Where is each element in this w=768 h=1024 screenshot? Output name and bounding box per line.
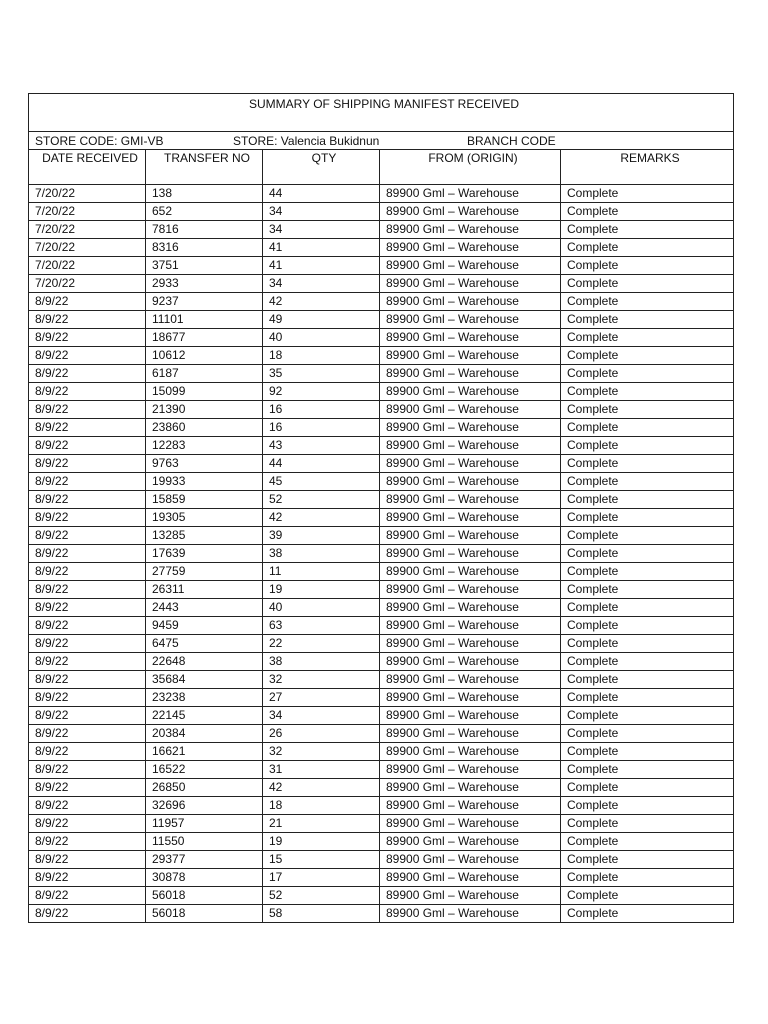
remarks-cell: Complete: [561, 383, 734, 401]
store-info-row: [29, 132, 734, 150]
transfer-no-cell: 2443: [146, 599, 263, 617]
table-row: [29, 563, 734, 581]
transfer-no-cell: 21390: [146, 401, 263, 419]
qty-cell: 92: [263, 383, 380, 401]
date-received-cell: 7/20/22: [29, 239, 146, 257]
qty-cell: 42: [263, 293, 380, 311]
transfer-no-cell: 8316: [146, 239, 263, 257]
date-received-cell: 8/9/22: [29, 599, 146, 617]
transfer-no-cell: 10612: [146, 347, 263, 365]
store-info-cell: [29, 132, 734, 150]
date-received-cell: 8/9/22: [29, 347, 146, 365]
date-received-cell: 8/9/22: [29, 905, 146, 923]
qty-cell: 32: [263, 743, 380, 761]
remarks-cell: Complete: [561, 185, 734, 203]
title-row: [29, 94, 734, 132]
table-row: [29, 401, 734, 419]
date-received-cell: 8/9/22: [29, 473, 146, 491]
transfer-no-cell: 20384: [146, 725, 263, 743]
date-received-cell: 8/9/22: [29, 581, 146, 599]
date-received-cell: 8/9/22: [29, 311, 146, 329]
column-header-from: FROM (ORIGIN): [380, 150, 561, 185]
qty-cell: 41: [263, 257, 380, 275]
table-row: [29, 527, 734, 545]
transfer-no-cell: 7816: [146, 221, 263, 239]
transfer-no-cell: 32696: [146, 797, 263, 815]
transfer-no-cell: 12283: [146, 437, 263, 455]
qty-cell: 26: [263, 725, 380, 743]
date-received-cell: 8/9/22: [29, 365, 146, 383]
origin-cell: 89900 Gml – Warehouse: [380, 653, 561, 671]
manifest-sheet: [28, 93, 733, 923]
date-received-cell: 8/9/22: [29, 779, 146, 797]
qty-cell: 16: [263, 419, 380, 437]
remarks-cell: Complete: [561, 455, 734, 473]
qty-cell: 34: [263, 221, 380, 239]
transfer-no-cell: 23860: [146, 419, 263, 437]
transfer-no-cell: 18677: [146, 329, 263, 347]
remarks-cell: Complete: [561, 833, 734, 851]
transfer-no-cell: 9763: [146, 455, 263, 473]
date-received-cell: 8/9/22: [29, 491, 146, 509]
origin-cell: 89900 Gml – Warehouse: [380, 185, 561, 203]
transfer-no-cell: 15099: [146, 383, 263, 401]
qty-cell: 34: [263, 275, 380, 293]
origin-cell: 89900 Gml – Warehouse: [380, 689, 561, 707]
date-received-cell: 8/9/22: [29, 563, 146, 581]
remarks-cell: Complete: [561, 491, 734, 509]
origin-cell: 89900 Gml – Warehouse: [380, 671, 561, 689]
remarks-cell: Complete: [561, 761, 734, 779]
remarks-cell: Complete: [561, 743, 734, 761]
transfer-no-cell: 138: [146, 185, 263, 203]
transfer-no-cell: 11550: [146, 833, 263, 851]
date-received-cell: 8/9/22: [29, 833, 146, 851]
origin-cell: 89900 Gml – Warehouse: [380, 311, 561, 329]
transfer-no-cell: 26311: [146, 581, 263, 599]
column-header-date: DATE RECEIVED: [29, 150, 146, 185]
remarks-cell: Complete: [561, 905, 734, 923]
table-row: [29, 689, 734, 707]
transfer-no-cell: 35684: [146, 671, 263, 689]
date-received-cell: 8/9/22: [29, 509, 146, 527]
origin-cell: 89900 Gml – Warehouse: [380, 239, 561, 257]
table-row: [29, 707, 734, 725]
remarks-cell: Complete: [561, 563, 734, 581]
transfer-no-cell: 2933: [146, 275, 263, 293]
qty-cell: 19: [263, 581, 380, 599]
branch-code: BRANCH CODE: [467, 133, 556, 148]
date-received-cell: 8/9/22: [29, 329, 146, 347]
origin-cell: 89900 Gml – Warehouse: [380, 581, 561, 599]
transfer-no-cell: 11101: [146, 311, 263, 329]
table-row: [29, 221, 734, 239]
origin-cell: 89900 Gml – Warehouse: [380, 833, 561, 851]
date-received-cell: 8/9/22: [29, 437, 146, 455]
origin-cell: 89900 Gml – Warehouse: [380, 851, 561, 869]
table-row: [29, 671, 734, 689]
remarks-cell: Complete: [561, 275, 734, 293]
origin-cell: 89900 Gml – Warehouse: [380, 869, 561, 887]
table-row: [29, 887, 734, 905]
date-received-cell: 8/9/22: [29, 653, 146, 671]
qty-cell: 38: [263, 653, 380, 671]
origin-cell: 89900 Gml – Warehouse: [380, 203, 561, 221]
origin-cell: 89900 Gml – Warehouse: [380, 347, 561, 365]
table-row: [29, 581, 734, 599]
table-row: [29, 851, 734, 869]
table-row: [29, 437, 734, 455]
origin-cell: 89900 Gml – Warehouse: [380, 437, 561, 455]
remarks-cell: Complete: [561, 725, 734, 743]
remarks-cell: Complete: [561, 779, 734, 797]
manifest-table: [28, 93, 734, 923]
remarks-cell: Complete: [561, 797, 734, 815]
date-received-cell: 8/9/22: [29, 671, 146, 689]
date-received-cell: 8/9/22: [29, 887, 146, 905]
transfer-no-cell: 15859: [146, 491, 263, 509]
remarks-cell: Complete: [561, 887, 734, 905]
remarks-cell: Complete: [561, 581, 734, 599]
table-row: [29, 509, 734, 527]
table-row: [29, 257, 734, 275]
remarks-cell: Complete: [561, 437, 734, 455]
transfer-no-cell: 16621: [146, 743, 263, 761]
remarks-cell: Complete: [561, 815, 734, 833]
origin-cell: 89900 Gml – Warehouse: [380, 887, 561, 905]
qty-cell: 44: [263, 455, 380, 473]
qty-cell: 16: [263, 401, 380, 419]
table-row: [29, 311, 734, 329]
qty-cell: 52: [263, 491, 380, 509]
table-row: [29, 599, 734, 617]
table-row: [29, 203, 734, 221]
remarks-cell: Complete: [561, 545, 734, 563]
remarks-cell: Complete: [561, 203, 734, 221]
table-row: [29, 419, 734, 437]
qty-cell: 42: [263, 779, 380, 797]
table-row: [29, 365, 734, 383]
remarks-cell: Complete: [561, 689, 734, 707]
date-received-cell: 7/20/22: [29, 275, 146, 293]
table-row: [29, 383, 734, 401]
qty-cell: 41: [263, 239, 380, 257]
qty-cell: 63: [263, 617, 380, 635]
qty-cell: 34: [263, 203, 380, 221]
date-received-cell: 8/9/22: [29, 761, 146, 779]
transfer-no-cell: 13285: [146, 527, 263, 545]
table-row: [29, 617, 734, 635]
remarks-cell: Complete: [561, 311, 734, 329]
date-received-cell: 8/9/22: [29, 743, 146, 761]
remarks-cell: Complete: [561, 617, 734, 635]
qty-cell: 40: [263, 329, 380, 347]
date-received-cell: 8/9/22: [29, 527, 146, 545]
origin-cell: 89900 Gml – Warehouse: [380, 509, 561, 527]
table-row: [29, 725, 734, 743]
remarks-cell: Complete: [561, 509, 734, 527]
origin-cell: 89900 Gml – Warehouse: [380, 617, 561, 635]
qty-cell: 44: [263, 185, 380, 203]
qty-cell: 40: [263, 599, 380, 617]
table-row: [29, 329, 734, 347]
table-row: [29, 869, 734, 887]
origin-cell: 89900 Gml – Warehouse: [380, 275, 561, 293]
date-received-cell: 8/9/22: [29, 689, 146, 707]
date-received-cell: 8/9/22: [29, 725, 146, 743]
origin-cell: 89900 Gml – Warehouse: [380, 491, 561, 509]
qty-cell: 52: [263, 887, 380, 905]
qty-cell: 49: [263, 311, 380, 329]
remarks-cell: Complete: [561, 671, 734, 689]
transfer-no-cell: 6187: [146, 365, 263, 383]
transfer-no-cell: 16522: [146, 761, 263, 779]
table-row: [29, 815, 734, 833]
table-row: [29, 293, 734, 311]
origin-cell: 89900 Gml – Warehouse: [380, 599, 561, 617]
table-row: [29, 833, 734, 851]
transfer-no-cell: 17639: [146, 545, 263, 563]
qty-cell: 35: [263, 365, 380, 383]
table-row: [29, 779, 734, 797]
date-received-cell: 8/9/22: [29, 797, 146, 815]
qty-cell: 27: [263, 689, 380, 707]
remarks-cell: Complete: [561, 851, 734, 869]
transfer-no-cell: 9459: [146, 617, 263, 635]
origin-cell: 89900 Gml – Warehouse: [380, 473, 561, 491]
date-received-cell: 8/9/22: [29, 419, 146, 437]
date-received-cell: 7/20/22: [29, 185, 146, 203]
date-received-cell: 8/9/22: [29, 401, 146, 419]
date-received-cell: 8/9/22: [29, 383, 146, 401]
date-received-cell: 8/9/22: [29, 869, 146, 887]
date-received-cell: 8/9/22: [29, 707, 146, 725]
origin-cell: 89900 Gml – Warehouse: [380, 221, 561, 239]
remarks-cell: Complete: [561, 365, 734, 383]
qty-cell: 31: [263, 761, 380, 779]
transfer-no-cell: 19933: [146, 473, 263, 491]
origin-cell: 89900 Gml – Warehouse: [380, 743, 561, 761]
date-received-cell: 8/9/22: [29, 851, 146, 869]
date-received-cell: 8/9/22: [29, 635, 146, 653]
qty-cell: 42: [263, 509, 380, 527]
origin-cell: 89900 Gml – Warehouse: [380, 383, 561, 401]
transfer-no-cell: 11957: [146, 815, 263, 833]
qty-cell: 11: [263, 563, 380, 581]
remarks-cell: Complete: [561, 293, 734, 311]
table-row: [29, 545, 734, 563]
remarks-cell: Complete: [561, 707, 734, 725]
transfer-no-cell: 56018: [146, 905, 263, 923]
qty-cell: 17: [263, 869, 380, 887]
origin-cell: 89900 Gml – Warehouse: [380, 293, 561, 311]
transfer-no-cell: 23238: [146, 689, 263, 707]
date-received-cell: 8/9/22: [29, 617, 146, 635]
remarks-cell: Complete: [561, 329, 734, 347]
qty-cell: 43: [263, 437, 380, 455]
table-row: [29, 797, 734, 815]
qty-cell: 38: [263, 545, 380, 563]
origin-cell: 89900 Gml – Warehouse: [380, 401, 561, 419]
remarks-cell: Complete: [561, 869, 734, 887]
qty-cell: 19: [263, 833, 380, 851]
remarks-cell: Complete: [561, 653, 734, 671]
qty-cell: 15: [263, 851, 380, 869]
qty-cell: 18: [263, 797, 380, 815]
origin-cell: 89900 Gml – Warehouse: [380, 329, 561, 347]
table-row: [29, 635, 734, 653]
table-row: [29, 761, 734, 779]
table-row: [29, 239, 734, 257]
remarks-cell: Complete: [561, 401, 734, 419]
table-row: [29, 473, 734, 491]
remarks-cell: Complete: [561, 473, 734, 491]
remarks-cell: Complete: [561, 419, 734, 437]
column-header-qty: QTY: [263, 150, 380, 185]
date-received-cell: 8/9/22: [29, 815, 146, 833]
origin-cell: 89900 Gml – Warehouse: [380, 635, 561, 653]
origin-cell: 89900 Gml – Warehouse: [380, 527, 561, 545]
remarks-cell: Complete: [561, 239, 734, 257]
remarks-cell: Complete: [561, 527, 734, 545]
date-received-cell: 8/9/22: [29, 293, 146, 311]
origin-cell: 89900 Gml – Warehouse: [380, 815, 561, 833]
table-row: [29, 743, 734, 761]
transfer-no-cell: 9237: [146, 293, 263, 311]
transfer-no-cell: 27759: [146, 563, 263, 581]
origin-cell: 89900 Gml – Warehouse: [380, 257, 561, 275]
remarks-cell: Complete: [561, 257, 734, 275]
transfer-no-cell: 19305: [146, 509, 263, 527]
transfer-no-cell: 29377: [146, 851, 263, 869]
document-title: SUMMARY OF SHIPPING MANIFEST RECEIVED: [29, 94, 734, 132]
table-row: [29, 347, 734, 365]
transfer-no-cell: 26850: [146, 779, 263, 797]
table-row: [29, 185, 734, 203]
remarks-cell: Complete: [561, 347, 734, 365]
transfer-no-cell: 22145: [146, 707, 263, 725]
qty-cell: 39: [263, 527, 380, 545]
qty-cell: 34: [263, 707, 380, 725]
origin-cell: 89900 Gml – Warehouse: [380, 797, 561, 815]
origin-cell: 89900 Gml – Warehouse: [380, 545, 561, 563]
date-received-cell: 8/9/22: [29, 455, 146, 473]
origin-cell: 89900 Gml – Warehouse: [380, 761, 561, 779]
origin-cell: 89900 Gml – Warehouse: [380, 455, 561, 473]
table-row: [29, 905, 734, 923]
qty-cell: 21: [263, 815, 380, 833]
transfer-no-cell: 30878: [146, 869, 263, 887]
origin-cell: 89900 Gml – Warehouse: [380, 905, 561, 923]
origin-cell: 89900 Gml – Warehouse: [380, 563, 561, 581]
transfer-no-cell: 652: [146, 203, 263, 221]
table-row: [29, 653, 734, 671]
header-row: [29, 150, 734, 185]
origin-cell: 89900 Gml – Warehouse: [380, 779, 561, 797]
qty-cell: 58: [263, 905, 380, 923]
qty-cell: 22: [263, 635, 380, 653]
column-header-remarks: REMARKS: [561, 150, 734, 185]
table-row: [29, 455, 734, 473]
date-received-cell: 7/20/22: [29, 221, 146, 239]
date-received-cell: 7/20/22: [29, 203, 146, 221]
origin-cell: 89900 Gml – Warehouse: [380, 419, 561, 437]
store-name: STORE: Valencia Bukidnun: [233, 133, 380, 148]
origin-cell: 89900 Gml – Warehouse: [380, 707, 561, 725]
remarks-cell: Complete: [561, 221, 734, 239]
date-received-cell: 8/9/22: [29, 545, 146, 563]
transfer-no-cell: 22648: [146, 653, 263, 671]
remarks-cell: Complete: [561, 599, 734, 617]
qty-cell: 45: [263, 473, 380, 491]
table-row: [29, 491, 734, 509]
qty-cell: 32: [263, 671, 380, 689]
transfer-no-cell: 6475: [146, 635, 263, 653]
qty-cell: 18: [263, 347, 380, 365]
origin-cell: 89900 Gml – Warehouse: [380, 365, 561, 383]
origin-cell: 89900 Gml – Warehouse: [380, 725, 561, 743]
store-code: STORE CODE: GMI-VB: [35, 133, 164, 148]
column-header-transfer: TRANSFER NO: [146, 150, 263, 185]
table-row: [29, 275, 734, 293]
date-received-cell: 7/20/22: [29, 257, 146, 275]
transfer-no-cell: 56018: [146, 887, 263, 905]
remarks-cell: Complete: [561, 635, 734, 653]
transfer-no-cell: 3751: [146, 257, 263, 275]
